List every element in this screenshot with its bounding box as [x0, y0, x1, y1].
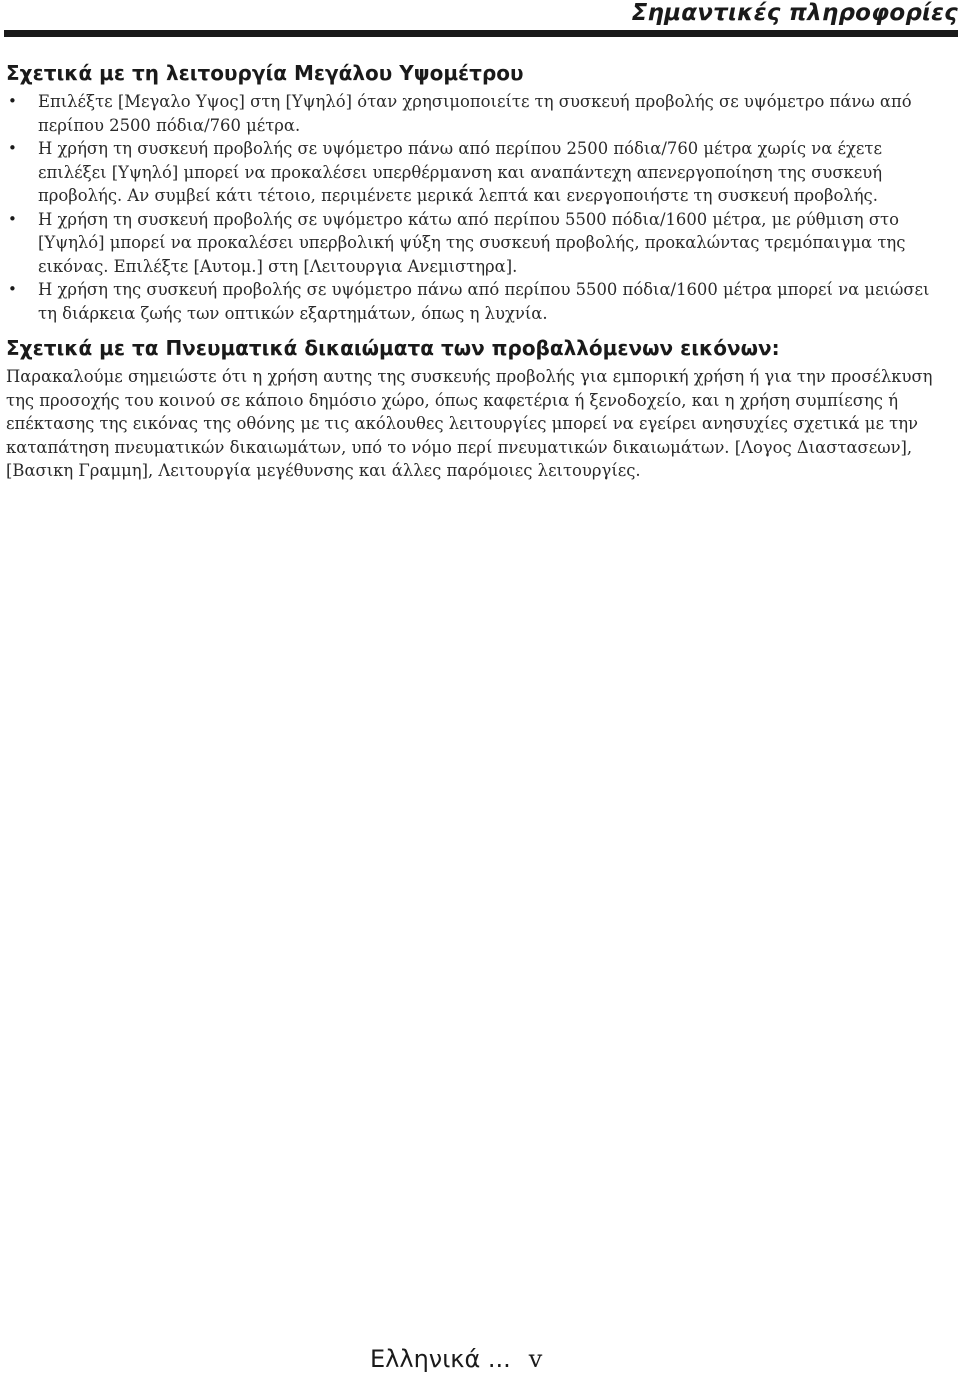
copyright-section-heading: Σχετικά με τα Πνευματικά δικαιώματα των προβαλλόμενων εικόνων:	[6, 336, 780, 360]
bullet-icon: •	[8, 92, 17, 110]
bullet-icon: •	[8, 280, 17, 298]
altitude-bullet-list	[6, 90, 950, 325]
bullet-icon: •	[8, 209, 17, 228]
page-content	[6, 60, 950, 483]
list-item	[6, 208, 950, 279]
bullet-icon: •	[8, 139, 17, 157]
altitude-section	[6, 60, 950, 325]
page-number: v	[528, 1345, 543, 1373]
list-item	[6, 278, 950, 325]
header-divider	[4, 30, 958, 37]
page-footer	[370, 1344, 542, 1375]
list-item-text: Η χρήση της συσκευή προβολής σε υψόμετρο πάνω από περίπου 5500 πόδια/1600 μέτρα μπορεί να μειώσει τη διάρκεια ζωής των οπτικών εξαρτημάτων, όπως η λυχνία.	[38, 280, 930, 323]
altitude-section-heading: Σχετικά με τη λειτουργία Μεγάλου Υψομέτρου	[6, 61, 524, 85]
list-item-text: Επιλέξτε [Μεγαλο Υψος] στη [Υψηλό] όταν χρησιμοποιείτε τη συσκευή προβολής σε υψόμετρο πάνω από περίπου 2500 πόδια/760 μέτρα.	[38, 92, 912, 135]
page-header-title: Σημαντικές πληροφορίες	[631, 0, 958, 26]
copyright-paragraph: Παρακαλούμε σημειώστε ότι η χρήση αυτης της συσκευής προβολής για εμπορική χρήση ή για την προσέλκυση της προσοχής του κοινού σε κάποιο δημόσιο χώρο, όπως καφετέρια ή ξενοδοχείο, και η χρήση συμπίεσης ή επέκτασης της εικόνας της οθόνης με τις ακόλουθες λειτουργίες μπορεί να εγείρει ανησυχίες σχετικά με την καταπάτηση πνευματικών δικαιωμάτων, υπό το νόμο περί πνευματικών δικαιωμάτων. [Λογος Διαστασεων], [Βασικη Γραμμη], Λειτουργία μεγέθυνσης και άλλες παρόμοιες λειτουργίες.	[6, 367, 933, 480]
copyright-section	[6, 335, 950, 483]
list-item	[6, 137, 950, 208]
list-item-text: Η χρήση τη συσκευή προβολής σε υψόμετρο κάτω από περίπου 5500 πόδια/1600 μέτρα, με ρύθμιση στο [Υψηλό] μπορεί να προκαλέσει υπερβολική ψύξη της συσκευή προβολής, προκαλώντας τρεμόπαιγμα της εικόνας. Επιλέξτε [Αυτομ.] στη [Λειτουργια Ανεμιστηρα].	[38, 209, 906, 276]
list-item	[6, 90, 950, 137]
list-item-text: Η χρήση τη συσκευή προβολής σε υψόμετρο πάνω από περίπου 2500 πόδια/760 μέτρα χωρίς να έχετε επιλέξει [Υψηλό] μπορεί να προκαλέσει υπερθέρμανση και αναπάντεχη απενεργοποίηση της συσκευή προβολής. Αν συμβεί κάτι τέτοιο, περιμένετε μερικά λεπτά και ενεργοποιήστε τη συσκευή προβολής.	[38, 139, 883, 205]
footer-language-label: Ελληνικά ...	[370, 1345, 511, 1373]
